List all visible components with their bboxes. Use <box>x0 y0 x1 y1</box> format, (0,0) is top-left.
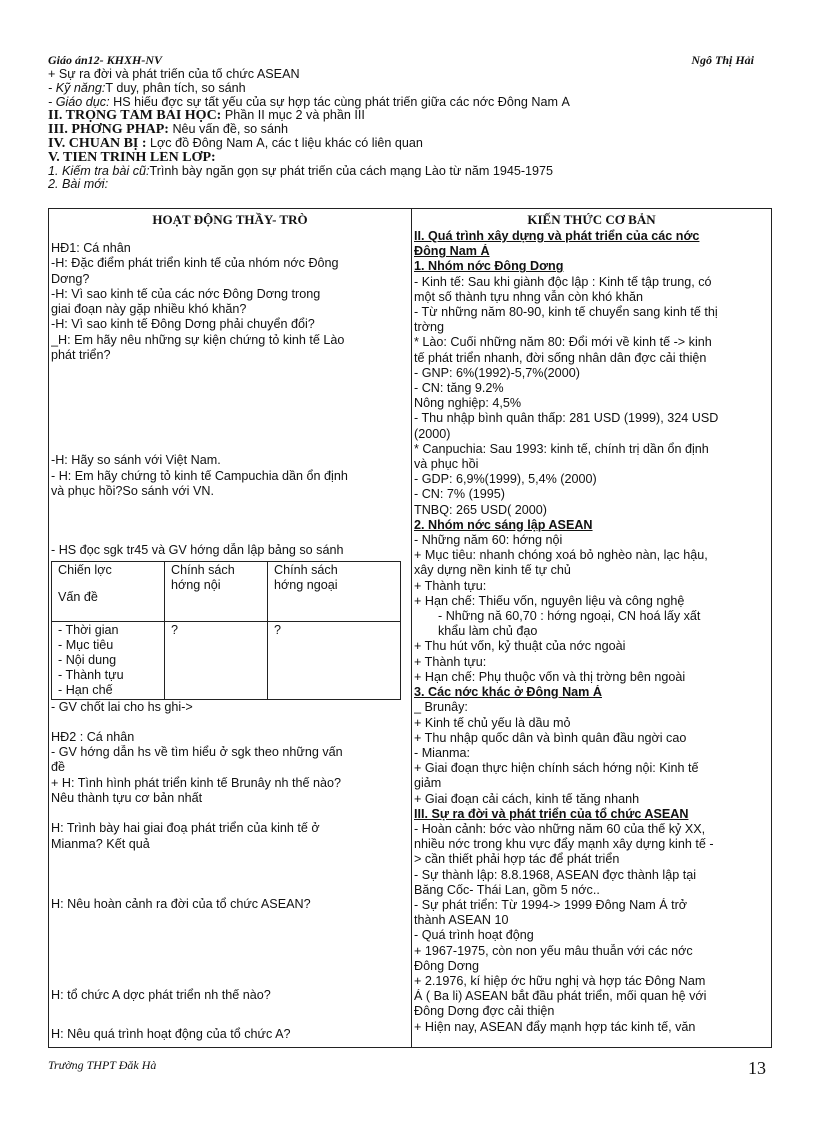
knowledge-line: Đông Dơng đợc cải thiện <box>414 1004 555 1019</box>
knowledge-line: + Hạn chế: Phụ thuộc vốn và thị trờng bên ngoài <box>414 669 686 684</box>
knowledge-line: + Giai đoạn thực hiện chính sách hớng nội: Kinh tế <box>414 761 699 776</box>
knowledge-line: khẩu làm chủ đạo <box>438 624 538 639</box>
knowledge-line: Đông Dơng <box>414 958 479 973</box>
cmp-cell-inward: ? <box>171 622 179 637</box>
knowledge-line: - Thu nhập bình quân thấp: 281 USD (1999), 324 USD <box>414 411 719 426</box>
knowledge-line: * Canpuchia: Sau 1993: kinh tế, chính trị dần ổn định <box>414 441 709 456</box>
cmp-row-label: - Nội dung <box>58 652 117 667</box>
knowledge-line: và phục hồi <box>414 457 479 472</box>
knowledge-line: - Mianma: <box>414 745 470 760</box>
knowledge-line: tế phát triển nhanh, đời sống nhân dân đợc cải thiện <box>414 350 707 365</box>
knowledge-line: + 1967-1975, còn non yếu mâu thuẫn với các nớc <box>414 943 693 958</box>
knowledge-line: trờng <box>414 320 444 335</box>
skills-line: - Kỹ năng:T duy, phân tích, so sánh <box>48 81 246 95</box>
knowledge-line: - Những năm 60: hớng nội <box>414 533 563 548</box>
cmp-row-label: - Hạn chế <box>58 682 113 697</box>
page-number: 13 <box>748 1058 766 1078</box>
cmp-cell-outward: ? <box>274 622 282 637</box>
cmp-row-label: - Thành tựu <box>58 667 124 682</box>
activity-line: -H: Hãy so sánh với Việt Nam. <box>51 453 221 468</box>
knowledge-line: một số thành tựu nhng vẫn còn khó khăn <box>414 289 643 304</box>
activity-line: H: tổ chức A dợc phát triển nh thế nào? <box>51 988 271 1003</box>
knowledge-line: xây dựng nền kinh tế tự chủ <box>414 563 571 578</box>
knowledge-line: Nông nghiệp: 4,5% <box>414 396 522 411</box>
knowledge-column <box>414 229 767 1035</box>
knowledge-line: + Mục tiêu: nhanh chóng xoá bỏ nghèo nàn, lạc hậu, <box>414 548 708 563</box>
footer-school: Trường THPT Đăk Hà <box>48 1058 157 1072</box>
knowledge-line: + Hạn chế: Thiếu vốn, nguyên liệu và công nghệ <box>414 593 685 608</box>
activity-line: Mianma? Kết quả <box>51 836 150 851</box>
activity-line: giai đoạn này gặp nhiều khó khăn? <box>51 302 247 317</box>
knowledge-line: + 2.1976, kí hiệp ớc hữu nghị và hợp tác Đông Nam <box>414 973 706 988</box>
knowledge-line: * Lào: Cuối những năm 80: Đổi mới về kinh tế -> kinh <box>414 335 712 350</box>
activity-line: và phục hồi?So sánh với VN. <box>51 483 214 498</box>
cmp-row-label: - Thời gian <box>58 622 119 637</box>
activities-column <box>49 229 405 1042</box>
intro-line: + Sự ra đời và phát triển của tổ chức ASEAN <box>48 68 300 81</box>
activity-line: phát triển? <box>51 348 111 363</box>
knowledge-line: - GDP: 6,9%(1999), 5,4% (2000) <box>414 472 597 487</box>
knowledge-line: - Sự phát triển: Từ 1994-> 1999 Đông Nam Á trở <box>414 897 688 912</box>
activity-line: + H: Tình hình phát triển kinh tế Brunây nh thế nào? <box>51 775 341 790</box>
section-method: III. PHƠNG PHÁP: Nêu vấn đề, so sánh <box>48 123 288 137</box>
activity-line: - GV hớng dẫn hs về tìm hiểu ở sgk theo những vấn <box>51 745 343 760</box>
comparison-table: Chiến lợc Vấn đề Chính sách hớng nội Chính sách hớng ngoại - Thời gian - Mục tiêu - Nội dung - Thành tựu - Hạn chế ? ? <box>51 561 401 700</box>
new-lesson: 2. Bài mới: <box>48 178 109 192</box>
knowledge-line: + Thành tựu: <box>414 578 487 593</box>
subsection-heading: 3. Các nớc khác ở Đông Nam Á <box>414 685 602 700</box>
knowledge-line: - Từ những năm 80-90, kinh tế chuyển sang kinh tế thị <box>414 305 718 320</box>
activity-line: H: Trình bày hai giai đoạ phát triển của kinh tế ở <box>51 821 320 836</box>
section-process: V. TIẾN TRÌNH LÊN LỚP: <box>48 150 216 165</box>
knowledge-line: - Kinh tế: Sau khi giành độc lập : Kinh tế tập trung, có <box>414 274 712 289</box>
knowledge-line: giảm <box>414 776 442 791</box>
cmp-header-outward: Chính sách <box>274 562 338 577</box>
knowledge-line: + Giai đoạn cải cách, kinh tế tăng nhanh <box>414 791 640 806</box>
col-header-knowledge: KIẾN THỨC CƠ BẢN <box>527 212 656 227</box>
col-header-activities: HOẠT ĐỘNG THẦY- TRÒ <box>152 212 308 227</box>
knowledge-line: + Thành tựu: <box>414 654 487 669</box>
activity-line: - GV chốt lai cho hs ghi-> <box>51 699 193 714</box>
lesson-table <box>48 208 772 1048</box>
activity-line: H: Nêu hoàn cảnh ra đời của tổ chức ASEAN? <box>51 896 311 911</box>
check-old-lesson: 1. Kiểm tra bài cũ:Trình bày ngắn gọn sự phát triển của cách mạng Lào từ năm 1945-1975 <box>48 164 554 178</box>
subsection-heading: 1. Nhóm nớc Đông Dơng <box>414 259 564 274</box>
knowledge-line: - GNP: 6%(1992)-5,7%(2000) <box>414 365 580 380</box>
activity-line: H: Nêu quá trình hoạt động của tổ chức A? <box>51 1026 291 1041</box>
activity-line: -H: Đặc điểm phát triển kinh tế của nhóm nớc Đông <box>51 256 339 271</box>
cmp-header-strategy: Chiến lợc <box>58 562 112 577</box>
knowledge-line: - CN: tăng 9.2% <box>414 381 504 396</box>
activity-line: - HS đọc sgk tr45 và GV hớng dẫn lập bảng so sánh <box>51 543 344 558</box>
cmp-header-issue: Vấn đề <box>58 589 98 604</box>
cmp-header-inward: Chính sách <box>171 562 235 577</box>
knowledge-line: Băng Cốc- Thái Lan, gồm 5 nớc.. <box>414 882 600 897</box>
activity-line: Nêu thành tựu cơ bản nhất <box>51 791 203 806</box>
knowledge-line: thành ASEAN 10 <box>414 913 509 928</box>
column-divider <box>411 209 412 1047</box>
knowledge-line: > cần thiết phải hợp tác để phát triển <box>414 852 620 867</box>
header-author: Ngô Thị Hải <box>691 53 754 67</box>
knowledge-line: - Sự thành lập: 8.8.1968, ASEAN đợc thành lập tại <box>414 867 697 882</box>
knowledge-line: - Những nă 60,70 : hớng ngoại, CN hoá lấy xất <box>438 609 701 624</box>
knowledge-line: + Kinh tế chủ yếu là dầu mỏ <box>414 715 571 730</box>
knowledge-line: _ Brunây: <box>414 700 468 715</box>
knowledge-line: (2000) <box>414 426 451 441</box>
knowledge-line: - CN: 7% (1995) <box>414 487 505 502</box>
section-focus: II. TRỌNG TÂM BÀI HỌC: Phần II mục 2 và phần III <box>48 109 365 124</box>
activity-line: _H: Em hãy nêu những sự kiện chứng tỏ kinh tế Lào <box>51 332 345 347</box>
knowledge-line: + Thu hút vốn, kỷ thuật của nớc ngoài <box>414 639 626 654</box>
section-prep: IV. CHUẨN BỊ : Lợc đồ Đông Nam Á, các t liệu khác có liên quan <box>48 136 423 151</box>
cmp-row-label: - Mục tiêu <box>58 637 114 652</box>
activity-line: -H: Vì sao kinh tế của các nớc Đông Dơng trong <box>51 286 321 301</box>
activity-line: đề <box>51 760 66 775</box>
knowledge-line: - Hoàn cảnh: bớc vào những năm 60 của thế kỷ XX, <box>414 821 706 836</box>
education-line: - Giáo dục: HS hiểu đợc sự tất yếu của sự hợp tác cùng phát triển giữa các nớc Đông Nam Á <box>48 95 570 109</box>
knowledge-line: Á ( Ba li) ASEAN bắt đầu phát triển, mối quan hệ với <box>414 989 707 1004</box>
knowledge-line: TNBQ: 265 USD( 2000) <box>414 502 547 517</box>
knowledge-line: - Quá trình hoạt động <box>414 928 534 943</box>
activity-line: HĐ1: Cá nhân <box>51 241 131 255</box>
activity-line: - H: Em hãy chứng tỏ kinh tế Campuchia dần ổn định <box>51 468 348 483</box>
header-title: Giáo án12- KHXH-NV <box>48 53 163 67</box>
section-heading: II. Quá trình xây dựng và phát triển của các nớc <box>414 229 700 243</box>
knowledge-line: + Hiện nay, ASEAN đẩy mạnh hợp tác kinh tế, văn <box>414 1019 696 1034</box>
knowledge-line: nhiều nớc trong khu vực đẩy mạnh xây dựng kinh tế - <box>414 837 714 852</box>
activity-line: Dơng? <box>51 271 90 286</box>
lesson-intro <box>48 68 768 192</box>
section-heading: III. Sự ra đời và phát triển của tổ chức ASEAN <box>414 806 689 821</box>
section-heading: Đông Nam Á <box>414 244 490 259</box>
knowledge-line: + Thu nhập quốc dân và bình quân đầu ngời cao <box>414 730 687 745</box>
activity-line: HĐ2 : Cá nhân <box>51 729 135 744</box>
activity-line: -H: Vì sao kinh tế Đông Dơng phải chuyển đổi? <box>51 317 315 332</box>
subsection-heading: 2. Nhóm nớc sáng lập ASEAN <box>414 517 593 532</box>
